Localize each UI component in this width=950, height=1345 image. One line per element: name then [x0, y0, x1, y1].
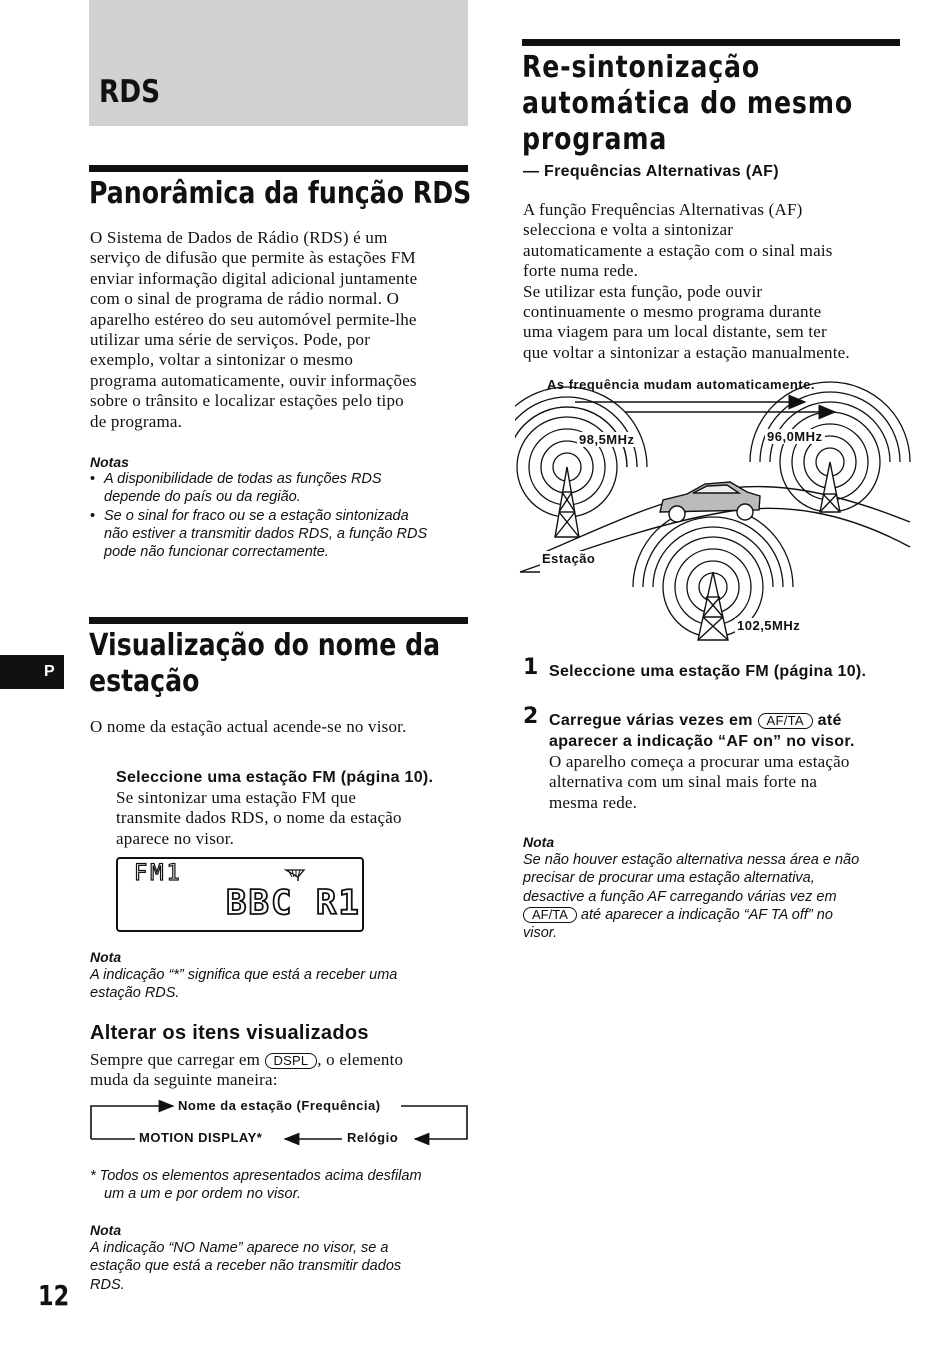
step1-title: Seleccione uma estação FM (página 10).: [549, 663, 867, 680]
step2-title: Carregue várias vezes em AF/TA até aparecer a indicação “AF on” no visor.: [549, 712, 855, 750]
freq-label-1: 98,5MHz: [579, 432, 635, 447]
step2-number: 2: [523, 704, 539, 729]
waves-station-1: [515, 387, 647, 517]
af-diagram-caption: As frequência mudam automaticamente.: [547, 377, 815, 392]
af-ta-button[interactable]: AF/TA: [758, 713, 813, 729]
note-item: • Se o sinal for fraco ou se a estação sintonizada não estiver a transmitir dados RDS, a função RDS pode não funcionar correctamente.: [90, 507, 480, 562]
cycle-clock: Relógio: [347, 1130, 399, 1145]
dspl-button[interactable]: DSPL: [265, 1053, 318, 1069]
overview-body: O Sistema de Dados de Rádio (RDS) é um serviço de difusão que permite às estações FM enviar informação digital adicional juntamente com o sinal de programa de rádio normal. O aparelho estéreo do seu automóvel permite-lhe utilizar uma série de serviços. Pode, por exemplo, voltar a sintonizar o mesmo programa automaticamente, ouvir informações sobre o trânsito e localizar estações pelo tipo de programa.: [90, 228, 418, 431]
station-name-step-title: Seleccione uma estação FM (página 10).: [116, 769, 434, 786]
display-station-name: BBC R1: [226, 883, 361, 923]
change-items-title: Alterar os itens visualizados: [90, 1022, 369, 1044]
af-ta-button-note[interactable]: AF/TA: [523, 907, 577, 923]
change-items-body: Sempre que carregar em DSPL , o elemento muda da seguinte maneira:: [90, 1050, 404, 1090]
note-item: • A disponibilidade de todas as funções RDS depende do país ou da região.: [90, 470, 480, 507]
af-diagram: [515, 372, 915, 657]
rule-af: [522, 39, 900, 46]
af-body: A função Frequências Alternativas (AF) selecciona e volta a sintonizar automaticamente a estação com o sinal mais forte numa rede. Se utilizar esta função, pode ouvir continuamente o mesmo programa durante uma viagem para um local distante, sem ter que voltar a sintonizar a estação manualmente.: [523, 200, 850, 362]
rule-station-name: [89, 617, 468, 624]
freq-label-2: 96,0MHz: [767, 429, 823, 444]
section-title: RDS: [99, 74, 161, 110]
change-items-note-title: Nota: [90, 1222, 122, 1238]
cycle-motion-display: MOTION DISPLAY*: [139, 1130, 263, 1145]
station-name-note-title: Nota: [90, 949, 122, 965]
page-number: 12: [38, 1279, 70, 1312]
cycle-station-name: Nome da estação (Frequência): [178, 1098, 381, 1113]
station-name-intro: O nome da estação actual acende-se no visor.: [90, 717, 407, 736]
car-icon: [660, 482, 760, 522]
af-title: Re-sintonização automática do mesmo programa: [522, 50, 853, 157]
station-label: Estação: [542, 551, 596, 566]
display-band: FM1: [134, 861, 183, 886]
lcd-display: [116, 857, 364, 932]
step2-body: O aparelho começa a procurar uma estação alternativa com um sinal mais forte na mesma rede.: [549, 752, 850, 812]
af-diagram-illustration: [515, 372, 915, 657]
overview-notes-title: Notas: [90, 454, 129, 470]
freq-label-3: 102,5MHz: [737, 618, 801, 633]
side-tab-label: P: [44, 663, 55, 680]
section-header: [89, 0, 468, 126]
change-items-footnote: * Todos os elementos apresentados acima desfilam um a um e por ordem no visor.: [90, 1168, 422, 1203]
station-name-title: Visualização do nome da estação: [89, 628, 441, 699]
display-cycle-diagram: [89, 1095, 469, 1151]
tower-icon-3: [698, 572, 728, 640]
af-subtitle: — Frequências Alternativas (AF): [523, 163, 779, 180]
station-name-step-body: Se sintonizar uma estação FM que transmite dados RDS, o nome da estação aparece no visor.: [116, 788, 402, 848]
af-note: Se não houver estação alternativa nessa área e não precisar de procurar uma estação alternativa, desactive a função AF carregando várias vez em AF/TA até aparecer a indicação “AF TA off” no visor.: [523, 852, 860, 942]
overview-notes: [90, 470, 480, 561]
step1-number: 1: [523, 655, 539, 680]
overview-title: Panorâmica da função RDS: [89, 176, 472, 211]
change-items-note: A indicação “NO Name” aparece no visor, se a estação que está a receber não transmitir dados RDS.: [90, 1240, 402, 1293]
station-name-note: A indicação “*” significa que está a receber uma estação RDS.: [90, 967, 398, 1002]
rule-overview: [89, 165, 468, 172]
af-note-title: Nota: [523, 834, 555, 850]
side-tab: [0, 655, 64, 689]
